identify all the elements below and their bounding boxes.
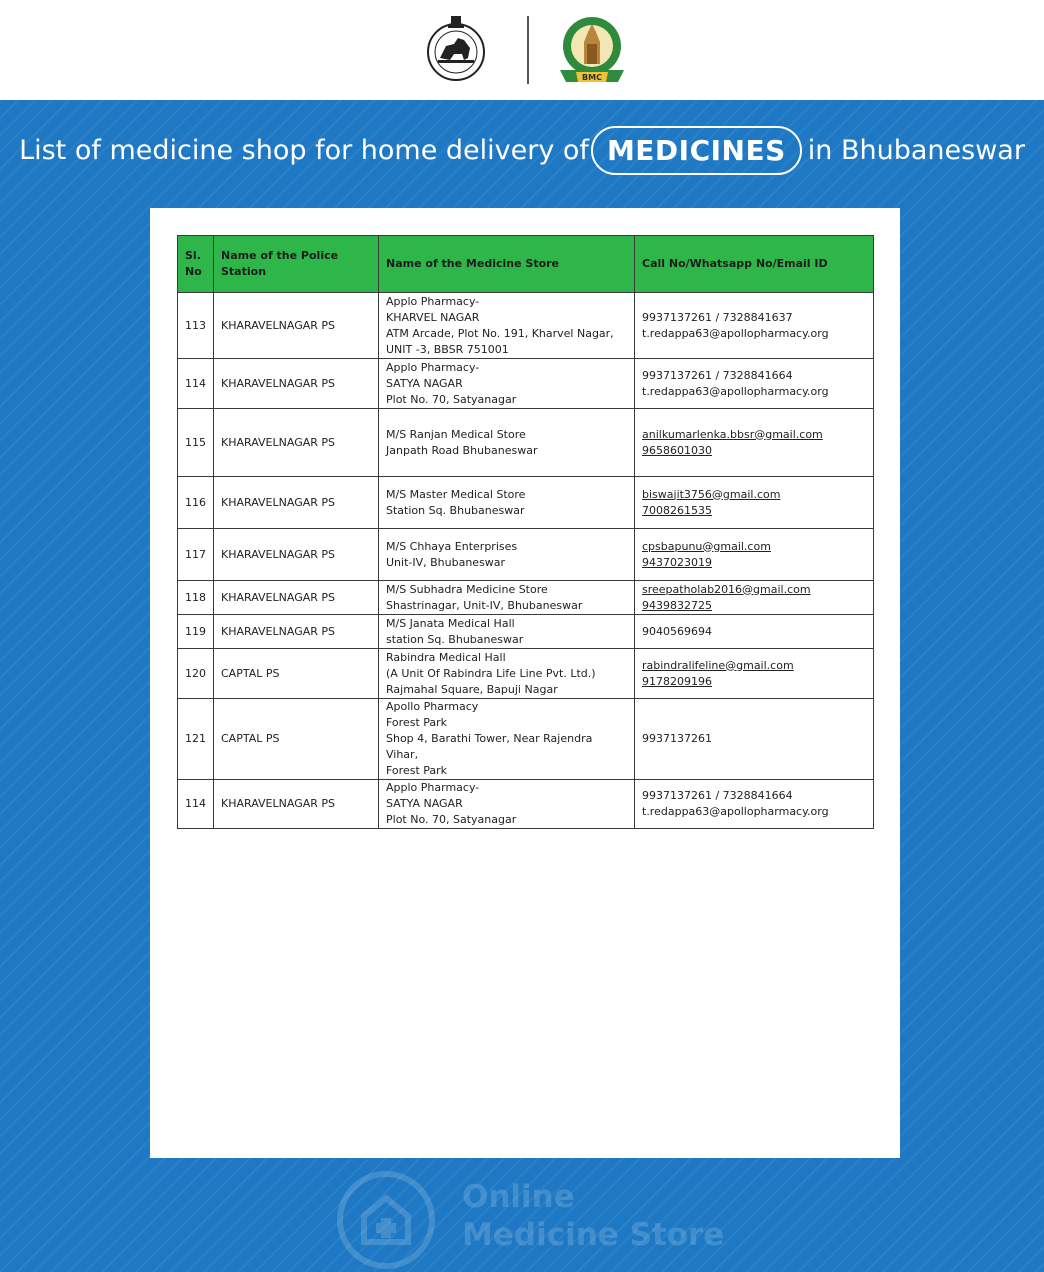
cell-police-station: KHARAVELNAGAR PS <box>214 477 379 529</box>
online-medicine-store-watermark <box>336 1170 756 1270</box>
cell-contact <box>635 615 874 649</box>
cell-contact <box>635 359 874 409</box>
table-row <box>178 699 874 780</box>
cell-medicine-store <box>379 477 635 529</box>
table-header-row <box>178 236 874 293</box>
cell-contact <box>635 293 874 359</box>
cell-police-station: KHARAVELNAGAR PS <box>214 359 379 409</box>
odisha-emblem-logo <box>424 14 488 84</box>
medicine-shop-table <box>177 235 874 829</box>
header-police-station: Name of the Police Station <box>214 236 379 293</box>
cell-medicine-store <box>379 649 635 699</box>
cell-sl-no: 121 <box>178 699 214 780</box>
table-row <box>178 293 874 359</box>
store-line: ATM Arcade, Plot No. 191, Kharvel Nagar, <box>386 326 614 340</box>
store-line: Applo Pharmacy- <box>386 294 480 308</box>
contact-phone: 9040569694 <box>642 624 712 638</box>
table-row <box>178 615 874 649</box>
cell-police-station: CAPTAL PS <box>214 699 379 780</box>
store-line: M/S Master Medical Store <box>386 487 526 501</box>
page-title <box>0 120 1044 180</box>
store-line: Plot No. 70, Satyanagar <box>386 813 517 826</box>
cell-contact <box>635 699 874 780</box>
cell-sl-no: 118 <box>178 581 214 615</box>
cell-police-station: CAPTAL PS <box>214 649 379 699</box>
store-line: Forest Park <box>386 716 448 729</box>
header-contact: Call No/Whatsapp No/Email ID <box>635 236 874 293</box>
phone-link[interactable]: 9437023019 <box>642 555 712 569</box>
table-row <box>178 359 874 409</box>
cell-contact <box>635 409 874 477</box>
contact-phone: 9937137261 / 7328841637 <box>642 310 793 324</box>
store-line: SATYA NAGAR <box>386 376 463 390</box>
email-link[interactable]: cpsbapunu@gmail.com <box>642 539 771 553</box>
store-line: Forest Park <box>386 764 448 777</box>
store-line: Unit-IV, Bhubaneswar <box>386 555 506 569</box>
cell-sl-no: 114 <box>178 359 214 409</box>
store-line: Shop 4, Barathi Tower, Near Rajendra Vihar, <box>386 732 593 761</box>
table-row <box>178 649 874 699</box>
phone-link[interactable]: 7008261535 <box>642 503 712 517</box>
cell-medicine-store <box>379 581 635 615</box>
title-prefix: List of medicine shop for home delivery of <box>19 134 589 166</box>
store-line: station Sq. Bhubaneswar <box>386 632 524 646</box>
table-row <box>178 581 874 615</box>
table-body <box>178 293 874 829</box>
cell-medicine-store <box>379 780 635 829</box>
contact-email: t.redappa63@apollopharmacy.org <box>642 384 829 398</box>
store-line: M/S Subhadra Medicine Store <box>386 582 548 596</box>
cell-medicine-store <box>379 359 635 409</box>
bmc-badge-text: BMC <box>582 73 602 82</box>
cell-medicine-store <box>379 615 635 649</box>
medicine-store-icon <box>336 1170 436 1270</box>
email-link[interactable]: sreepatholab2016@gmail.com <box>642 582 811 596</box>
contact-email: t.redappa63@apollopharmacy.org <box>642 805 829 818</box>
store-line: M/S Ranjan Medical Store <box>386 427 526 441</box>
store-line: Apollo Pharmacy <box>386 700 479 713</box>
cell-police-station: KHARAVELNAGAR PS <box>214 615 379 649</box>
table-row <box>178 780 874 829</box>
phone-link[interactable]: 9178209196 <box>642 674 712 688</box>
cell-contact <box>635 581 874 615</box>
logo-divider <box>527 16 529 84</box>
email-link[interactable]: rabindralifeline@gmail.com <box>642 658 794 672</box>
store-line: Station Sq. Bhubaneswar <box>386 503 525 517</box>
store-line: SATYA NAGAR <box>386 797 463 810</box>
store-line: Applo Pharmacy- <box>386 360 480 374</box>
watermark-text <box>462 1178 724 1254</box>
contact-phone: 9937137261 / 7328841664 <box>642 368 793 382</box>
cell-sl-no: 114 <box>178 780 214 829</box>
watermark-line-2: Medicine Store <box>462 1217 725 1253</box>
cell-police-station: KHARAVELNAGAR PS <box>214 780 379 829</box>
contact-phone: 9937137261 / 7328841664 <box>642 789 793 802</box>
watermark-line-1: Online <box>462 1179 575 1215</box>
cell-contact <box>635 477 874 529</box>
header-bar <box>0 0 1044 100</box>
store-line: Shastrinagar, Unit-IV, Bhubaneswar <box>386 598 583 612</box>
bmc-logo <box>554 14 630 86</box>
document-sheet <box>150 208 900 1158</box>
store-line: Janpath Road Bhubaneswar <box>386 443 538 457</box>
phone-link[interactable]: 9658601030 <box>642 443 712 457</box>
cell-police-station: KHARAVELNAGAR PS <box>214 581 379 615</box>
cell-sl-no: 119 <box>178 615 214 649</box>
title-suffix: in Bhubaneswar <box>807 134 1025 166</box>
contact-email: t.redappa63@apollopharmacy.org <box>642 326 829 340</box>
phone-link[interactable]: 9439832725 <box>642 598 712 612</box>
cell-contact <box>635 649 874 699</box>
title-highlight-pill: MEDICINES <box>591 126 802 175</box>
header-sl-no: Sl. No <box>178 236 214 293</box>
cell-medicine-store <box>379 699 635 780</box>
cell-medicine-store <box>379 293 635 359</box>
cell-contact <box>635 529 874 581</box>
cell-medicine-store <box>379 529 635 581</box>
cell-sl-no: 115 <box>178 409 214 477</box>
store-line: M/S Chhaya Enterprises <box>386 539 518 553</box>
store-line: M/S Janata Medical Hall <box>386 616 515 630</box>
header-medicine-store: Name of the Medicine Store <box>379 236 635 293</box>
cell-sl-no: 116 <box>178 477 214 529</box>
email-link[interactable]: biswajit3756@gmail.com <box>642 487 781 501</box>
table-row <box>178 477 874 529</box>
cell-police-station: KHARAVELNAGAR PS <box>214 409 379 477</box>
store-line: (A Unit Of Rabindra Life Line Pvt. Ltd.) <box>386 666 596 680</box>
store-line: Applo Pharmacy- <box>386 781 480 794</box>
cell-contact <box>635 780 874 829</box>
cell-sl-no: 117 <box>178 529 214 581</box>
store-line: Rajmahal Square, Bapuji Nagar <box>386 682 558 696</box>
cell-police-station: KHARAVELNAGAR PS <box>214 293 379 359</box>
store-line: Plot No. 70, Satyanagar <box>386 392 517 406</box>
store-line: KHARVEL NAGAR <box>386 310 480 324</box>
cell-sl-no: 113 <box>178 293 214 359</box>
contact-phone: 9937137261 <box>642 732 712 745</box>
store-line: UNIT -3, BBSR 751001 <box>386 342 509 356</box>
cell-police-station: KHARAVELNAGAR PS <box>214 529 379 581</box>
cell-sl-no: 120 <box>178 649 214 699</box>
table-row <box>178 529 874 581</box>
table-row <box>178 409 874 477</box>
cell-medicine-store <box>379 409 635 477</box>
email-link[interactable]: anilkumarlenka.bbsr@gmail.com <box>642 427 823 441</box>
store-line: Rabindra Medical Hall <box>386 650 506 664</box>
